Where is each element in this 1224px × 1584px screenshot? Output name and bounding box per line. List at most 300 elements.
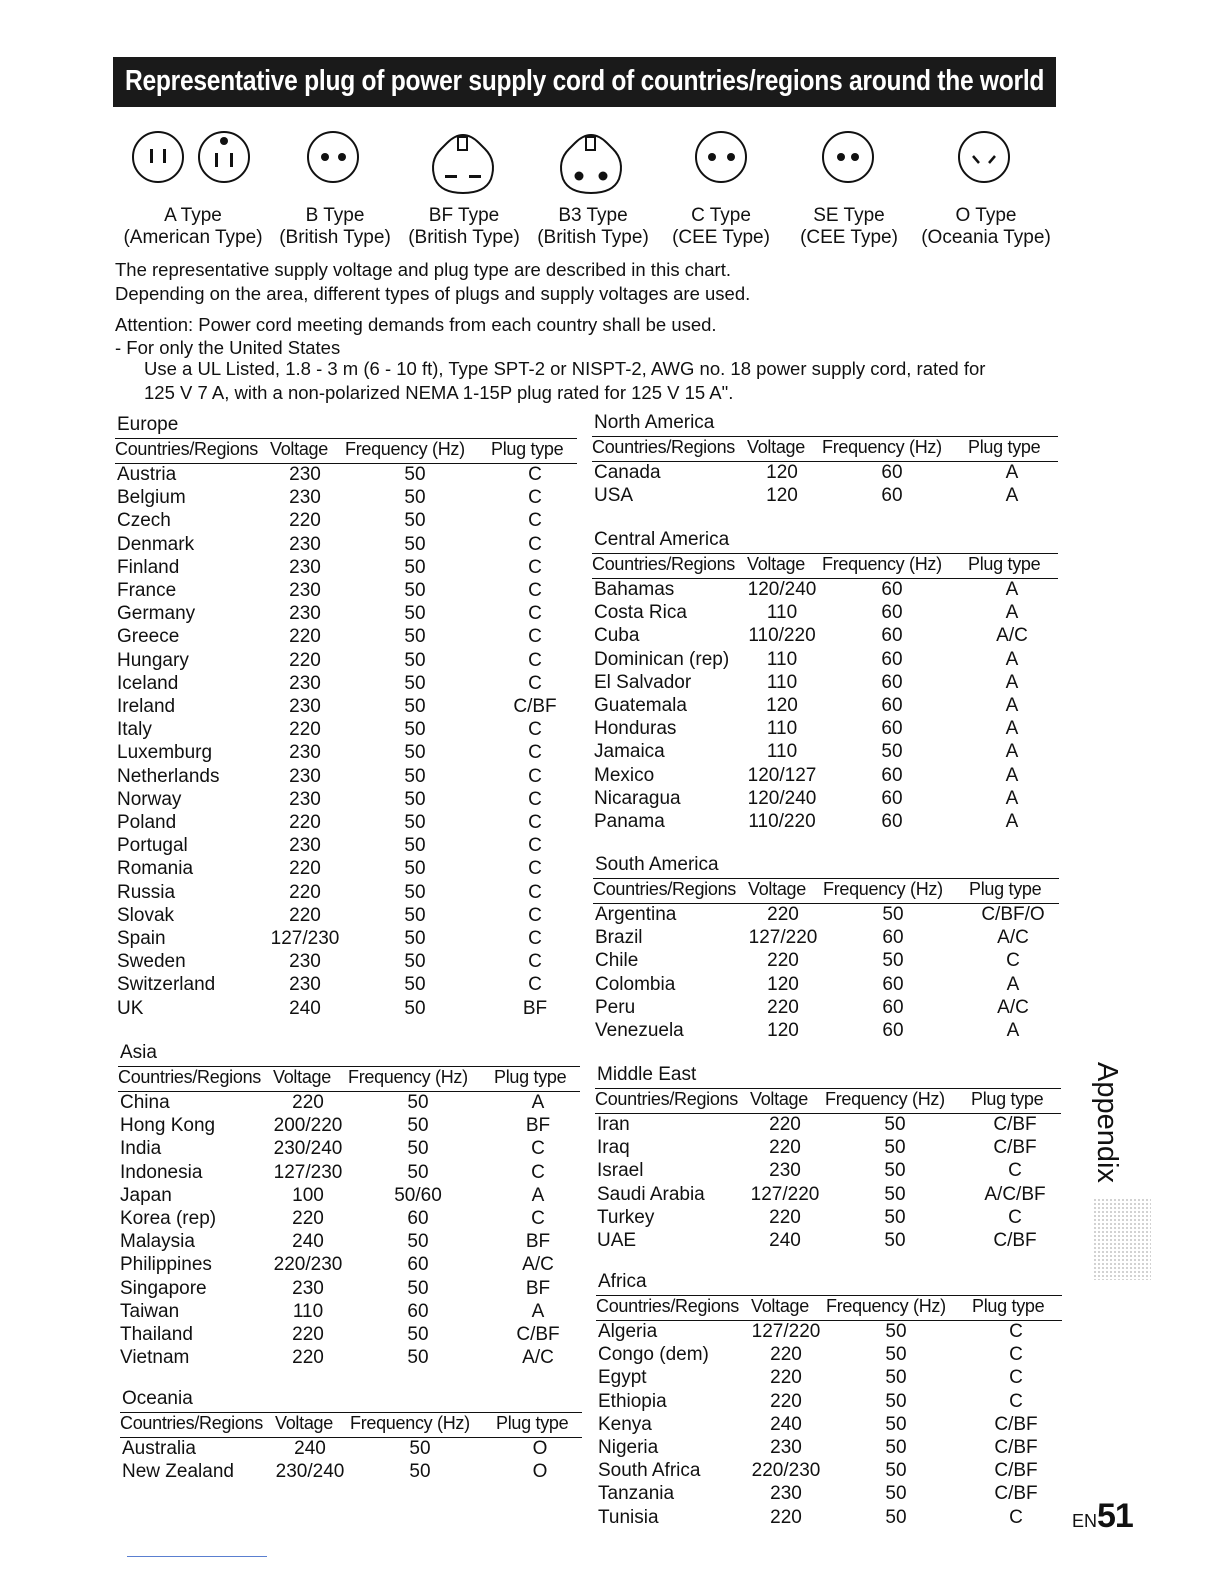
cell-voltage: 220/230 (273, 1254, 343, 1276)
cell-frequency: 50 (884, 1183, 906, 1205)
cell-voltage: 220 (770, 1344, 802, 1366)
cell-frequency: 50 (404, 580, 426, 601)
cell-country: Tanzania (598, 1483, 675, 1505)
cell-plug: A (1005, 764, 1019, 786)
cell-voltage: 220 (769, 1114, 801, 1135)
cell-plug: C (528, 487, 542, 509)
cell-frequency: 60 (882, 996, 904, 1018)
table-row (592, 672, 1058, 695)
footer-rule (127, 1556, 267, 1557)
cell-frequency: 50 (409, 1438, 431, 1459)
cell-plug: C (528, 881, 542, 903)
cell-country: Nicaragua (594, 787, 681, 809)
cell-frequency: 60 (881, 787, 903, 809)
cell-frequency: 60 (881, 671, 903, 693)
table-row (115, 998, 577, 1021)
header-frequency: Frequency (Hz) (825, 1089, 945, 1109)
cell-country: South Africa (598, 1460, 701, 1482)
cell-frequency: 50 (407, 1347, 429, 1369)
cell-voltage: 230 (289, 487, 321, 509)
header-country: Countries/Regions (592, 437, 735, 457)
table-header (592, 436, 1058, 462)
cell-country: Netherlands (117, 765, 220, 787)
cell-country: Hungary (117, 649, 189, 671)
note-line-1: The representative supply voltage and plug type are described in this chart. (115, 259, 732, 280)
cell-voltage: 230 (289, 556, 321, 578)
table-row (596, 1437, 1062, 1460)
cell-country: Ethiopia (598, 1390, 667, 1412)
header-voltage: Voltage (747, 554, 805, 574)
table-row (595, 1207, 1061, 1230)
region-title: Oceania (122, 1388, 193, 1409)
table-row (593, 904, 1059, 927)
bf-type-plug-icon (425, 125, 505, 200)
cell-voltage: 230 (289, 533, 321, 555)
cell-plug: C (1008, 1206, 1022, 1228)
cell-country: Germany (117, 603, 196, 625)
table-row (115, 951, 577, 974)
cell-voltage: 230 (289, 788, 321, 810)
cell-country: Greece (117, 626, 180, 648)
cell-plug: C (528, 835, 542, 857)
cell-frequency: 50 (404, 835, 426, 857)
dot-pattern (1093, 1198, 1151, 1280)
cell-country: Honduras (594, 718, 677, 740)
cell-plug: C (528, 580, 542, 601)
cell-voltage: 110 (292, 1300, 324, 1322)
cell-voltage: 220 (770, 1506, 802, 1528)
table-row (592, 602, 1058, 625)
cell-country: Israel (597, 1160, 644, 1182)
header-plug: Plug type (968, 554, 1041, 574)
page-number-value: 51 (1097, 1497, 1133, 1535)
cell-country: Portugal (117, 835, 188, 857)
table-row (115, 510, 577, 533)
cell-frequency: 50 (404, 742, 426, 764)
header-frequency: Frequency (Hz) (348, 1067, 468, 1087)
cell-frequency: 50 (884, 1137, 906, 1159)
cell-frequency: 50 (404, 881, 426, 903)
cell-voltage: 120 (766, 695, 798, 716)
cell-voltage: 127/220 (751, 1321, 821, 1342)
table-row (115, 789, 577, 812)
cell-plug: A (1005, 485, 1019, 507)
cell-country: Canada (594, 462, 661, 483)
cell-country: Romania (117, 858, 194, 880)
cell-voltage: 230 (289, 974, 321, 996)
cell-voltage: 220 (289, 626, 321, 648)
header-plug: Plug type (968, 437, 1041, 457)
cell-country: USA (594, 485, 634, 507)
cell-country: Iraq (597, 1137, 630, 1159)
header-voltage: Voltage (750, 1089, 808, 1109)
header-frequency: Frequency (Hz) (822, 437, 942, 457)
note-line-3: Attention: Power cord meeting demands from each country shall be used. (115, 314, 717, 335)
cell-frequency: 50 (404, 974, 426, 996)
table-row (118, 1347, 580, 1370)
cell-country: UK (117, 997, 144, 1019)
cell-plug: C (1006, 950, 1020, 972)
cell-frequency: 60 (882, 973, 904, 995)
header-frequency: Frequency (Hz) (822, 554, 942, 574)
header-voltage: Voltage (751, 1296, 809, 1316)
cell-plug: C (528, 951, 542, 973)
cell-voltage: 230 (289, 765, 321, 787)
cell-frequency: 60 (881, 718, 903, 740)
cell-country: Panama (594, 811, 665, 832)
cell-plug: C/BF (993, 1114, 1037, 1135)
cell-plug: C (528, 626, 542, 648)
cell-plug: A (1005, 811, 1019, 832)
header-frequency: Frequency (Hz) (350, 1413, 470, 1433)
table-row (118, 1301, 580, 1324)
cell-frequency: 60 (881, 811, 903, 832)
cell-country: China (120, 1092, 170, 1113)
plug-label-o: O Type (Oceania Type) (921, 205, 1051, 248)
cell-frequency: 50 (404, 626, 426, 648)
cell-frequency: 50 (407, 1277, 429, 1299)
cell-frequency: 60 (407, 1254, 429, 1276)
table-row (592, 579, 1058, 602)
cell-country: Mexico (594, 764, 655, 786)
cell-voltage: 220 (289, 510, 321, 532)
cell-country: Iceland (117, 672, 179, 694)
table-row (592, 649, 1058, 672)
cell-country: Nigeria (598, 1437, 659, 1458)
table-row (596, 1483, 1062, 1506)
cell-frequency: 60 (881, 764, 903, 786)
cell-frequency: 50 (404, 997, 426, 1019)
table-header (595, 1088, 1061, 1114)
cell-country: Algeria (598, 1321, 658, 1342)
b-type-plug-icon (305, 125, 365, 185)
header-voltage: Voltage (270, 439, 328, 459)
cell-plug: C (528, 928, 542, 949)
header-country: Countries/Regions (593, 879, 736, 899)
table-row (115, 882, 577, 905)
header-country: Countries/Regions (118, 1067, 261, 1087)
cell-voltage: 240 (292, 1231, 324, 1253)
cell-voltage: 230/240 (273, 1138, 343, 1160)
cell-voltage: 220 (767, 904, 799, 925)
cell-frequency: 50 (885, 1460, 907, 1482)
cell-plug: A (531, 1184, 545, 1206)
cell-plug: A (1006, 973, 1020, 995)
table-row (115, 858, 577, 881)
cell-voltage: 220 (289, 904, 321, 926)
cell-country: Peru (595, 996, 636, 1018)
header-country: Countries/Regions (120, 1413, 263, 1433)
cell-voltage: 127/230 (273, 1161, 343, 1183)
table-row (592, 741, 1058, 764)
table-row (593, 950, 1059, 973)
cell-voltage: 230 (289, 580, 321, 601)
table-row (596, 1460, 1062, 1483)
cell-voltage: 110 (766, 671, 798, 693)
note-line-6: 125 V 7 A, with a non-polarized NEMA 1-15P plug rated for 125 V 15 A". (144, 382, 734, 403)
c-type-plug-icon (693, 125, 753, 185)
plug-label-b: B Type (British Type) (279, 205, 391, 248)
cell-voltage: 230 (289, 835, 321, 857)
cell-frequency: 60 (881, 648, 903, 670)
cell-voltage: 230 (770, 1437, 802, 1458)
cell-voltage: 120/240 (747, 579, 817, 600)
region-title: Europe (117, 414, 179, 435)
o-type-plug-icon (956, 125, 1016, 185)
cell-plug: A (1005, 695, 1019, 716)
cell-plug: A (1005, 579, 1019, 600)
cell-frequency: 50 (404, 533, 426, 555)
header-country: Countries/Regions (595, 1089, 738, 1109)
cell-frequency: 50 (404, 858, 426, 880)
cell-plug: A/C (997, 927, 1029, 949)
cell-country: Taiwan (120, 1300, 180, 1322)
header-frequency: Frequency (Hz) (823, 879, 943, 899)
table-row (115, 487, 577, 510)
cell-frequency: 50 (404, 487, 426, 509)
cell-frequency: 50 (407, 1231, 429, 1253)
cell-plug: C (528, 812, 542, 833)
cell-country: Spain (117, 928, 166, 949)
plug-types-row (113, 125, 1073, 255)
cell-plug: C/BF (516, 1324, 560, 1345)
cell-voltage: 230 (292, 1277, 324, 1299)
cell-voltage: 220 (289, 812, 321, 833)
table-row (115, 928, 577, 951)
cell-frequency: 50 (404, 719, 426, 741)
cell-plug: A (1006, 1020, 1020, 1041)
cell-voltage: 230 (770, 1483, 802, 1505)
cell-frequency: 50 (404, 951, 426, 973)
cell-frequency: 50 (404, 464, 426, 485)
table-row (115, 626, 577, 649)
table-row (595, 1114, 1061, 1137)
cell-country: Iran (597, 1114, 630, 1135)
cell-frequency: 50 (407, 1324, 429, 1345)
table-row (118, 1115, 580, 1138)
cell-plug: C (1008, 1160, 1022, 1182)
cell-voltage: 127/220 (750, 1183, 820, 1205)
cell-frequency: 50 (404, 510, 426, 532)
table-header (592, 553, 1058, 579)
table-row (115, 835, 577, 858)
cell-plug: C (1009, 1367, 1023, 1389)
cell-voltage: 240 (769, 1230, 801, 1251)
table-row (118, 1254, 580, 1277)
cell-voltage: 220 (770, 1390, 802, 1412)
cell-frequency: 60 (882, 1020, 904, 1041)
cell-country: Luxemburg (117, 742, 213, 764)
table-row (115, 974, 577, 997)
cell-plug: C (528, 649, 542, 671)
cell-voltage: 230 (289, 603, 321, 625)
table-header (118, 1066, 580, 1092)
cell-voltage: 120/240 (747, 787, 817, 809)
cell-country: Slovak (117, 904, 175, 926)
cell-country: Norway (117, 788, 182, 810)
cell-country: Saudi Arabia (597, 1183, 705, 1205)
cell-country: Indonesia (120, 1161, 203, 1183)
table-row (115, 557, 577, 580)
cell-country: Bahamas (594, 579, 675, 600)
table-row (115, 742, 577, 765)
table-row (115, 650, 577, 673)
region-title: Asia (120, 1042, 157, 1063)
cell-frequency: 50 (407, 1115, 429, 1137)
cell-voltage: 110 (766, 602, 798, 624)
cell-plug: C/BF (993, 1230, 1037, 1251)
header-country: Countries/Regions (596, 1296, 739, 1316)
plug-label-bf: BF Type (British Type) (408, 205, 520, 248)
plug-label-b3: B3 Type (British Type) (537, 205, 649, 248)
cell-frequency: 50 (885, 1506, 907, 1528)
cell-country: Chile (595, 950, 639, 972)
cell-plug: A (1005, 787, 1019, 809)
region-title: South America (595, 854, 719, 875)
cell-voltage: 220 (289, 719, 321, 741)
table-row (118, 1231, 580, 1254)
table-row (118, 1162, 580, 1185)
cell-voltage: 230 (769, 1160, 801, 1182)
header-plug: Plug type (496, 1413, 569, 1433)
cell-voltage: 230 (289, 951, 321, 973)
table-row (592, 695, 1058, 718)
table-row (120, 1438, 582, 1461)
cell-plug: O (532, 1438, 548, 1459)
cell-country: El Salvador (594, 671, 692, 693)
page-title-text: Representative plug of power supply cord of countries/regions around the world (125, 65, 1045, 97)
cell-voltage: 220 (289, 649, 321, 671)
page-title (113, 57, 1056, 107)
cell-frequency: 50 (885, 1437, 907, 1458)
cell-country: Argentina (595, 904, 677, 925)
cell-country: Finland (117, 556, 180, 578)
cell-plug: C/BF (994, 1437, 1038, 1458)
cell-frequency: 50 (884, 1160, 906, 1182)
cell-voltage: 110 (766, 648, 798, 670)
cell-country: Vietnam (120, 1347, 190, 1369)
cell-frequency: 50 (885, 1390, 907, 1412)
cell-frequency: 50 (404, 812, 426, 833)
cell-country: Singapore (120, 1277, 207, 1299)
cell-frequency: 60 (881, 462, 903, 483)
cell-plug: C (531, 1208, 545, 1229)
header-country: Countries/Regions (592, 554, 735, 574)
cell-plug: C (528, 765, 542, 787)
table-row (115, 696, 577, 719)
cell-voltage: 230/240 (275, 1461, 345, 1483)
table-row (118, 1092, 580, 1115)
cell-voltage: 230 (289, 696, 321, 717)
table-row (592, 625, 1058, 648)
cell-country: Poland (117, 812, 177, 833)
header-voltage: Voltage (747, 437, 805, 457)
plug-label-a: A Type (American Type) (123, 205, 263, 248)
cell-country: Australia (122, 1438, 196, 1459)
cell-frequency: 50 (404, 672, 426, 694)
cell-plug: C (1009, 1390, 1023, 1412)
table-row (120, 1461, 582, 1484)
table-row (592, 788, 1058, 811)
cell-plug: C (1009, 1344, 1023, 1366)
cell-plug: A (531, 1092, 545, 1113)
cell-plug: A (531, 1300, 545, 1322)
header-plug: Plug type (494, 1067, 567, 1087)
header-plug: Plug type (972, 1296, 1045, 1316)
cell-frequency: 60 (882, 927, 904, 949)
cell-country: Dominican (rep) (594, 648, 730, 670)
cell-country: UAE (597, 1230, 637, 1251)
cell-country: Egypt (598, 1367, 647, 1389)
note-line-2: Depending on the area, different types of plugs and supply voltages are used. (115, 283, 751, 304)
cell-country: Guatemala (594, 695, 687, 716)
table-row (115, 603, 577, 626)
cell-frequency: 50 (404, 696, 426, 717)
plug-label-se: SE Type (CEE Type) (800, 205, 898, 248)
table-row (115, 580, 577, 603)
cell-plug: C (1009, 1506, 1023, 1528)
cell-country: Congo (dem) (598, 1344, 709, 1366)
table-row (593, 1020, 1059, 1043)
cell-voltage: 240 (294, 1438, 326, 1459)
cell-plug: C (528, 742, 542, 764)
cell-voltage: 230 (289, 742, 321, 764)
cell-frequency: 50 (885, 1483, 907, 1505)
cell-voltage: 230 (289, 672, 321, 694)
region-title: Middle East (597, 1064, 697, 1085)
page-lang: EN (1072, 1511, 1098, 1531)
cell-plug: A (1005, 671, 1019, 693)
cell-frequency: 50 (884, 1206, 906, 1228)
page-number (1072, 1497, 1133, 1536)
cell-plug: C (528, 464, 542, 485)
cell-frequency: 50 (882, 904, 904, 925)
cell-voltage: 120 (767, 1020, 799, 1041)
cell-voltage: 127/220 (748, 927, 818, 949)
table-row (592, 485, 1058, 508)
table-header (596, 1295, 1062, 1321)
cell-plug: A (1005, 462, 1019, 483)
cell-voltage: 220 (292, 1324, 324, 1345)
header-voltage: Voltage (275, 1413, 333, 1433)
cell-voltage: 200/220 (273, 1115, 343, 1137)
cell-country: Ireland (117, 696, 176, 717)
cell-voltage: 220/230 (751, 1460, 821, 1482)
plug-label-c: C Type (CEE Type) (672, 205, 770, 248)
cell-voltage: 220 (292, 1347, 324, 1369)
cell-plug: A/C (997, 996, 1029, 1018)
cell-plug: A/C/BF (984, 1183, 1046, 1205)
note-line-5: Use a UL Listed, 1.8 - 3 m (6 - 10 ft), Type SPT-2 or NISPT-2, AWG no. 18 power supply cord, rated for (144, 358, 986, 379)
cell-frequency: 60 (881, 695, 903, 716)
cell-country: Tunisia (598, 1506, 659, 1528)
table-row (595, 1137, 1061, 1160)
cell-plug: C/BF (513, 696, 557, 717)
cell-plug: C (528, 510, 542, 532)
cell-voltage: 240 (289, 997, 321, 1019)
table-row (595, 1230, 1061, 1253)
cell-voltage: 220 (292, 1208, 324, 1229)
cell-plug: A/C (522, 1254, 554, 1276)
cell-country: Russia (117, 881, 176, 903)
cell-plug: A/C (996, 625, 1028, 647)
cell-frequency: 50 (885, 1367, 907, 1389)
cell-plug: C (528, 719, 542, 741)
cell-plug: C/BF (994, 1483, 1038, 1505)
cell-frequency: 50 (404, 904, 426, 926)
cell-frequency: 50 (881, 741, 903, 763)
note-line-4: - For only the United States (115, 337, 341, 358)
